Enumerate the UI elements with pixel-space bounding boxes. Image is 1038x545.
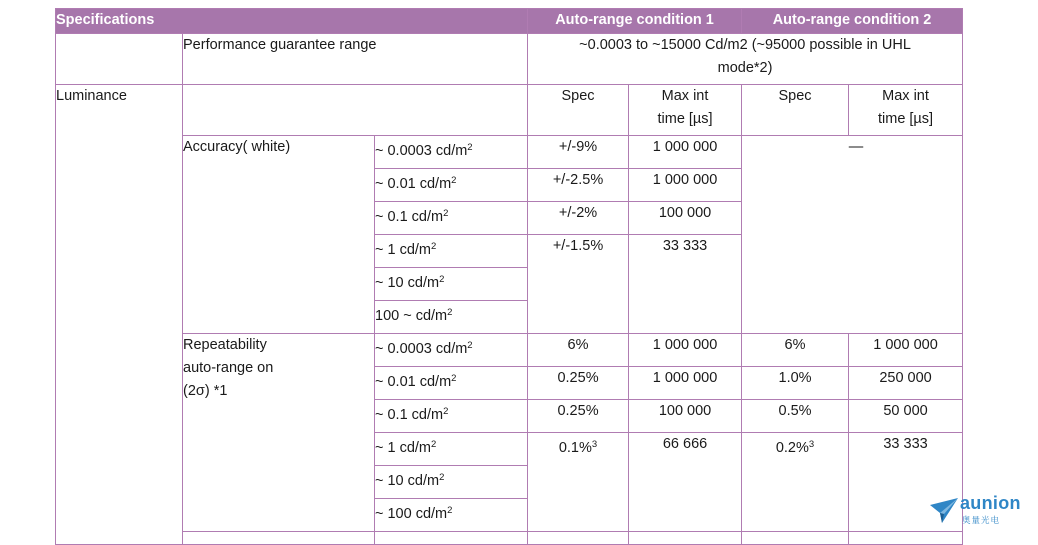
accuracy-max-int: 1 000 000 (629, 169, 742, 202)
range-text: ~ 100 cd/m (375, 506, 448, 522)
repeat-spec-2: 6% (742, 334, 849, 367)
range-cell (375, 136, 528, 169)
superscript: 2 (447, 307, 453, 318)
luminance-header-row (56, 85, 963, 136)
superscript: 3 (808, 439, 815, 450)
empty-cell (183, 532, 375, 545)
superscript: 2 (467, 340, 473, 351)
superscript: 2 (439, 472, 445, 483)
paper-plane-icon (929, 496, 959, 524)
performance-label: Performance guarantee range (183, 34, 528, 85)
range-text: ~ 0.0003 cd/m (375, 341, 468, 357)
performance-value (528, 34, 963, 85)
empty-cell (56, 34, 183, 85)
repeat-max-int-2: 250 000 (849, 367, 963, 400)
range-cell (375, 202, 528, 235)
repeatability-label-line3: (2σ) *1 (183, 383, 228, 399)
logo-wordmark: aunion (960, 493, 1021, 513)
accuracy-condition-2-empty (742, 136, 963, 334)
accuracy-spec: +/-2.5% (528, 169, 629, 202)
repeat-spec-text: 0.1% (558, 440, 592, 456)
range-text: ~ 0.01 cd/m (375, 176, 452, 192)
repeat-spec-text: 0.2% (775, 440, 809, 456)
no-value-dash: — (848, 139, 864, 155)
col-max-int-line1: Max int (661, 88, 709, 104)
header-row (56, 9, 963, 34)
repeat-max-int-1: 100 000 (629, 400, 742, 433)
superscript: 2 (447, 505, 453, 516)
col-max-int-line2: time [µs] (657, 111, 713, 127)
accuracy-max-int: 100 000 (629, 202, 742, 235)
empty-cell (742, 532, 849, 545)
performance-row (56, 34, 963, 85)
accuracy-label: Accuracy( white) (183, 136, 375, 334)
repeatability-label-line2: auto-range on (183, 360, 274, 376)
range-text: ~ 0.1 cd/m (375, 407, 444, 423)
aunion-logo (929, 494, 1029, 528)
specifications-table (55, 8, 963, 545)
header-auto-range-condition-1: Auto-range condition 1 (528, 9, 742, 34)
accuracy-spec: +/-9% (528, 136, 629, 169)
performance-value-line2: mode*2) (717, 60, 773, 76)
accuracy-spec: +/-1.5% (528, 235, 629, 334)
range-text: ~ 10 cd/m (375, 473, 440, 489)
range-cell (375, 301, 528, 334)
repeat-spec-1 (528, 433, 629, 532)
col-max-int-2 (849, 85, 963, 136)
superscript: 2 (431, 439, 437, 450)
repeat-spec-2 (742, 433, 849, 532)
range-cell (375, 235, 528, 268)
accuracy-max-int: 1 000 000 (629, 136, 742, 169)
repeatability-row (56, 334, 963, 367)
range-cell (375, 499, 528, 532)
range-text: ~ 0.01 cd/m (375, 374, 452, 390)
range-cell (375, 400, 528, 433)
repeat-spec-2: 0.5% (742, 400, 849, 433)
repeat-spec-1: 0.25% (528, 367, 629, 400)
col-spec-1: Spec (528, 85, 629, 136)
superscript: 2 (439, 274, 445, 285)
superscript: 2 (443, 208, 449, 219)
repeat-max-int-1: 1 000 000 (629, 334, 742, 367)
range-text: 100 ~ cd/m (375, 308, 448, 324)
performance-value-line1: ~0.0003 to ~15000 Cd/m2 (~95000 possible in UHL (579, 37, 911, 53)
repeat-max-int-1: 66 666 (629, 433, 742, 532)
empty-cell (629, 532, 742, 545)
luminance-label: Luminance (56, 85, 183, 545)
repeat-spec-2: 1.0% (742, 367, 849, 400)
repeat-spec-1: 0.25% (528, 400, 629, 433)
range-text: ~ 1 cd/m (375, 242, 432, 258)
accuracy-row (56, 136, 963, 169)
range-cell (375, 433, 528, 466)
repeat-max-int-2: 50 000 (849, 400, 963, 433)
range-cell (375, 334, 528, 367)
cut-off-row (56, 532, 963, 545)
range-cell (375, 268, 528, 301)
repeat-max-int-2: 1 000 000 (849, 334, 963, 367)
range-text: ~ 1 cd/m (375, 440, 432, 456)
range-cell (375, 169, 528, 202)
range-text: ~ 0.0003 cd/m (375, 143, 468, 159)
superscript: 2 (451, 175, 457, 186)
superscript: 2 (431, 241, 437, 252)
superscript: 2 (467, 142, 473, 153)
superscript: 2 (443, 406, 449, 417)
col-spec-2: Spec (742, 85, 849, 136)
col-max-int-line1: Max int (882, 88, 929, 104)
empty-cell (183, 85, 528, 136)
logo-chinese-name: 奥量光电 (962, 516, 1001, 526)
range-text: ~ 10 cd/m (375, 275, 440, 291)
header-specifications: Specifications (56, 9, 528, 34)
superscript: 3 (591, 439, 598, 450)
range-text: ~ 0.1 cd/m (375, 209, 444, 225)
superscript: 2 (451, 373, 457, 384)
empty-cell (849, 532, 963, 545)
empty-cell (375, 532, 528, 545)
repeat-max-int-2: 33 333 (849, 433, 963, 532)
accuracy-spec: +/-2% (528, 202, 629, 235)
repeat-spec-1: 6% (528, 334, 629, 367)
range-cell (375, 466, 528, 499)
col-max-int-line2: time [µs] (877, 111, 934, 127)
repeat-max-int-1: 1 000 000 (629, 367, 742, 400)
header-auto-range-condition-2: Auto-range condition 2 (742, 9, 963, 34)
accuracy-max-int: 33 333 (629, 235, 742, 334)
col-max-int-1 (629, 85, 742, 136)
repeatability-label-line1: Repeatability (183, 337, 267, 353)
repeatability-label (183, 334, 375, 532)
range-cell (375, 367, 528, 400)
empty-cell (528, 532, 629, 545)
